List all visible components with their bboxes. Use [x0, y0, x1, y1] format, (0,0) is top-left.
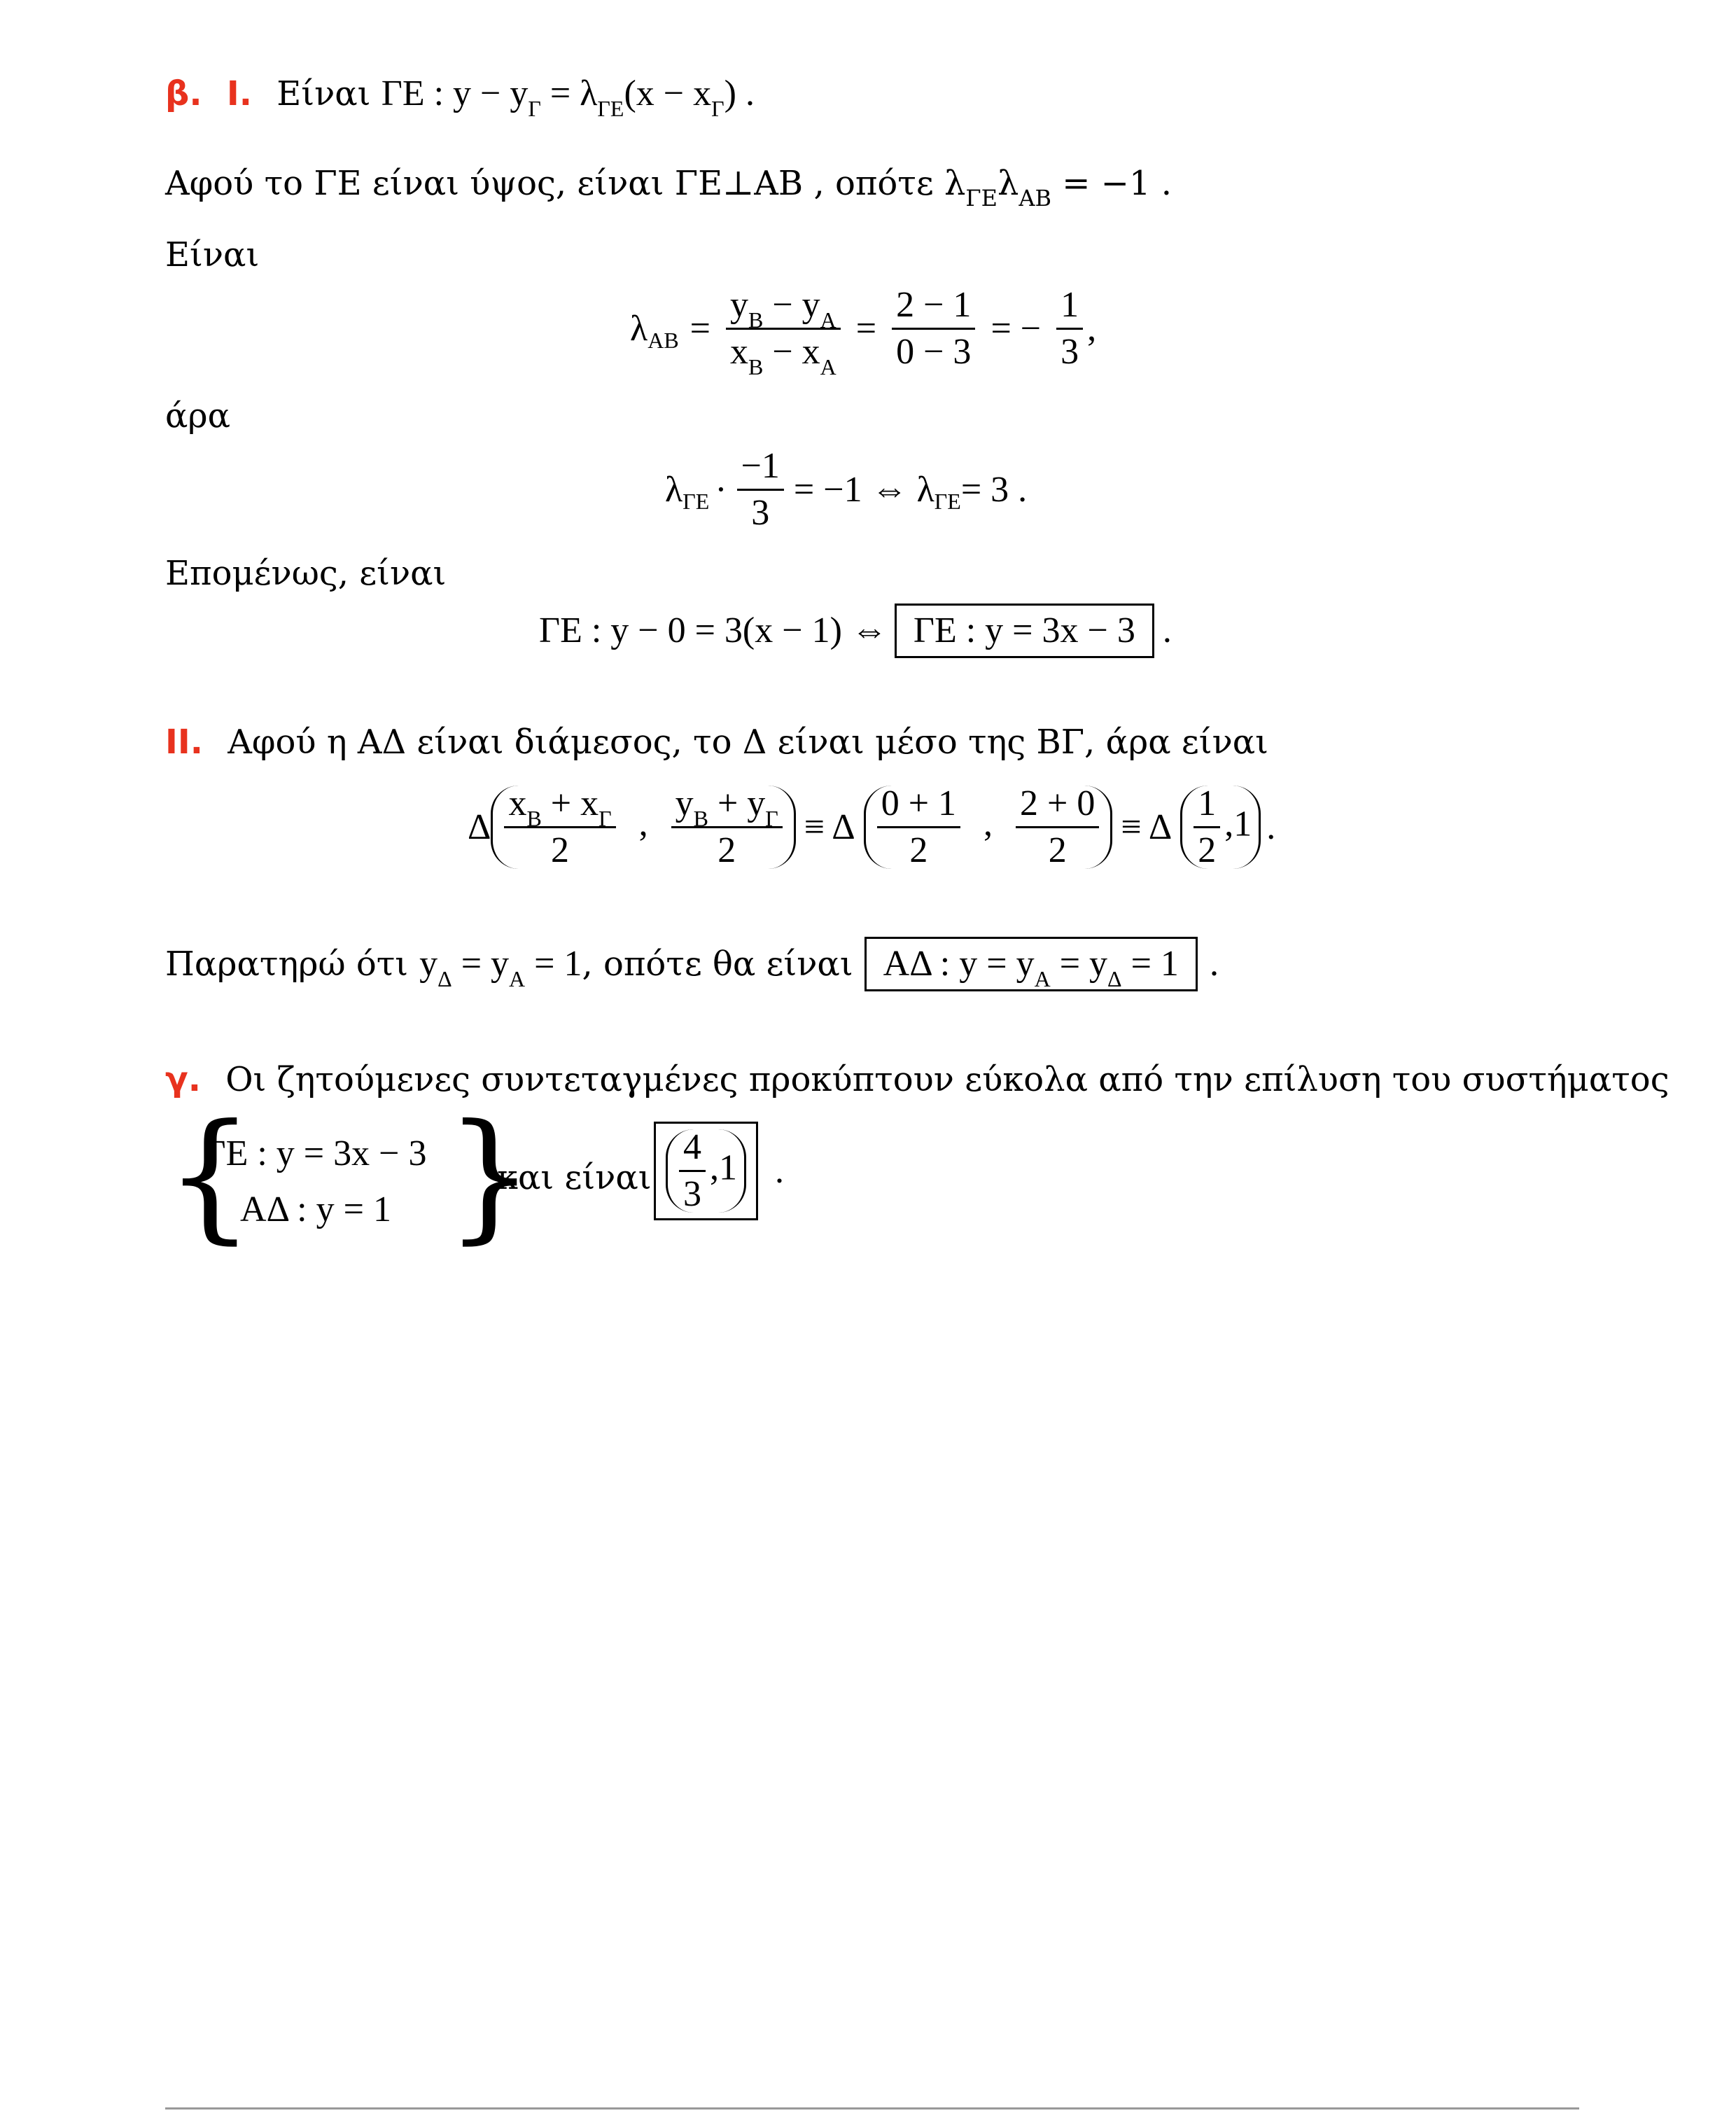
equation-slope-ge: λ ΓΕ · $\frac{-1}{3}$ = −1 ⇔ λ ΓΕ = 3 . [665, 446, 1028, 533]
final-answer: $\frac{4}{3}$ ,1 . [654, 1122, 784, 1220]
math: ΓΕ : $y - y_\Gamma = \lambda_{\Gamma E}(x - x_\Gamma)$ . [381, 74, 755, 121]
section-label-c: γ. [165, 1060, 201, 1099]
text: Αφού η ΑΔ είναι διάμεσος, το Δ είναι μέσο της ΒΓ, άρα είναι [227, 723, 1268, 762]
sub: ΑΒ [1018, 185, 1052, 211]
equation-slope-ab: λ ΑΒ = $\frac{y_B - y_A}{x_B - x_A}$ = $\frac{2 - 1}{0 - 3}$ = − $\frac{1}{3}$ , [630, 285, 1097, 379]
parenthesis-group: $\frac{0 + 1}{2}$ , $\frac{2 + 0}{2}$ [864, 786, 1113, 869]
text: λ [997, 164, 1019, 203]
ara-text: άρα [165, 396, 231, 435]
fraction: $\frac{-1}{3}$ [737, 448, 784, 531]
line-b-3: Είναι [165, 235, 260, 274]
equation-system [165, 1094, 535, 1257]
epomenos-text: Επομένως, είναι [165, 554, 447, 593]
answer-box-ad: ΑΔ : $y = y_A = y_\Delta = 1$ [864, 937, 1198, 991]
line-b-II [165, 723, 1268, 762]
text: Αφού το ΓΕ είναι ύψος, είναι ΓΕ⊥ΑΒ , οπότε λ [165, 164, 966, 203]
fraction: $\frac{1}{3}$ [1056, 287, 1083, 370]
answer-box-ge: ΓΕ : y = 3x − 3 [895, 604, 1154, 658]
answer-box-point: $\frac{4}{3}$ ,1 [654, 1122, 758, 1220]
equation-line-ge: ΓΕ : y − 0 = 3(x − 1) ⇔ ΓΕ : y = 3x − 3 . [539, 604, 1172, 658]
part-label-2: ΙΙ. [165, 723, 203, 762]
line-b-1 [165, 74, 755, 121]
kai-text: και είναι [497, 1158, 652, 1197]
left-brace: { [165, 1094, 255, 1257]
section-label-b: β. [165, 74, 202, 113]
sub: ΓΕ [965, 185, 997, 211]
text: Οι ζητούμενες συντεταγμένες προκύπτουν εύκολα από την επίλυση του συστήματος [225, 1060, 1670, 1099]
line-c [165, 1060, 1670, 1099]
math: $y_\Delta = y_A = 1$ [419, 944, 582, 991]
parenthesis-group: $\frac{1}{2}$ ,1 [1180, 786, 1261, 869]
line-observation: Παρατηρώ ότι $y_\Delta = y_A = 1$ , οπότε θα είναι ΑΔ : $y = y_A = y_\Delta = 1$ . [165, 937, 1219, 991]
footer-rule [165, 2107, 1579, 2109]
right-brace: } [445, 1094, 535, 1257]
equation-midpoint: Δ $\frac{x_B + x_\Gamma}{2}$ , $\frac{y_B + y_\Gamma}{2}$ ≡ Δ $\frac{0 + 1}{2}$ , $\frac{2 + 0}{2}$ ≡ Δ $\frac{1}{2}$ ,1 . [468, 783, 1276, 870]
text: Είναι [276, 74, 371, 113]
fraction: $\frac{2 - 1}{0 - 3}$ [892, 287, 975, 370]
line-b-2 [165, 164, 1172, 211]
text: = −1 . [1051, 164, 1172, 203]
parenthesis-group: $\frac{x_B + x_\Gamma}{2}$ , $\frac{y_B + y_\Gamma}{2}$ [491, 786, 795, 869]
system-eq-2: ΑΔ : y = 1 [240, 1190, 391, 1229]
fraction: $\frac{y_B - y_A}{x_B - x_A}$ [726, 287, 841, 370]
system-eq-1: ΓΕ : y = 3x − 3 [204, 1134, 427, 1173]
part-label-1: Ι. [226, 74, 252, 113]
text: Παρατηρώ ότι [165, 944, 409, 984]
text: , οπότε θα είναι [582, 944, 853, 984]
